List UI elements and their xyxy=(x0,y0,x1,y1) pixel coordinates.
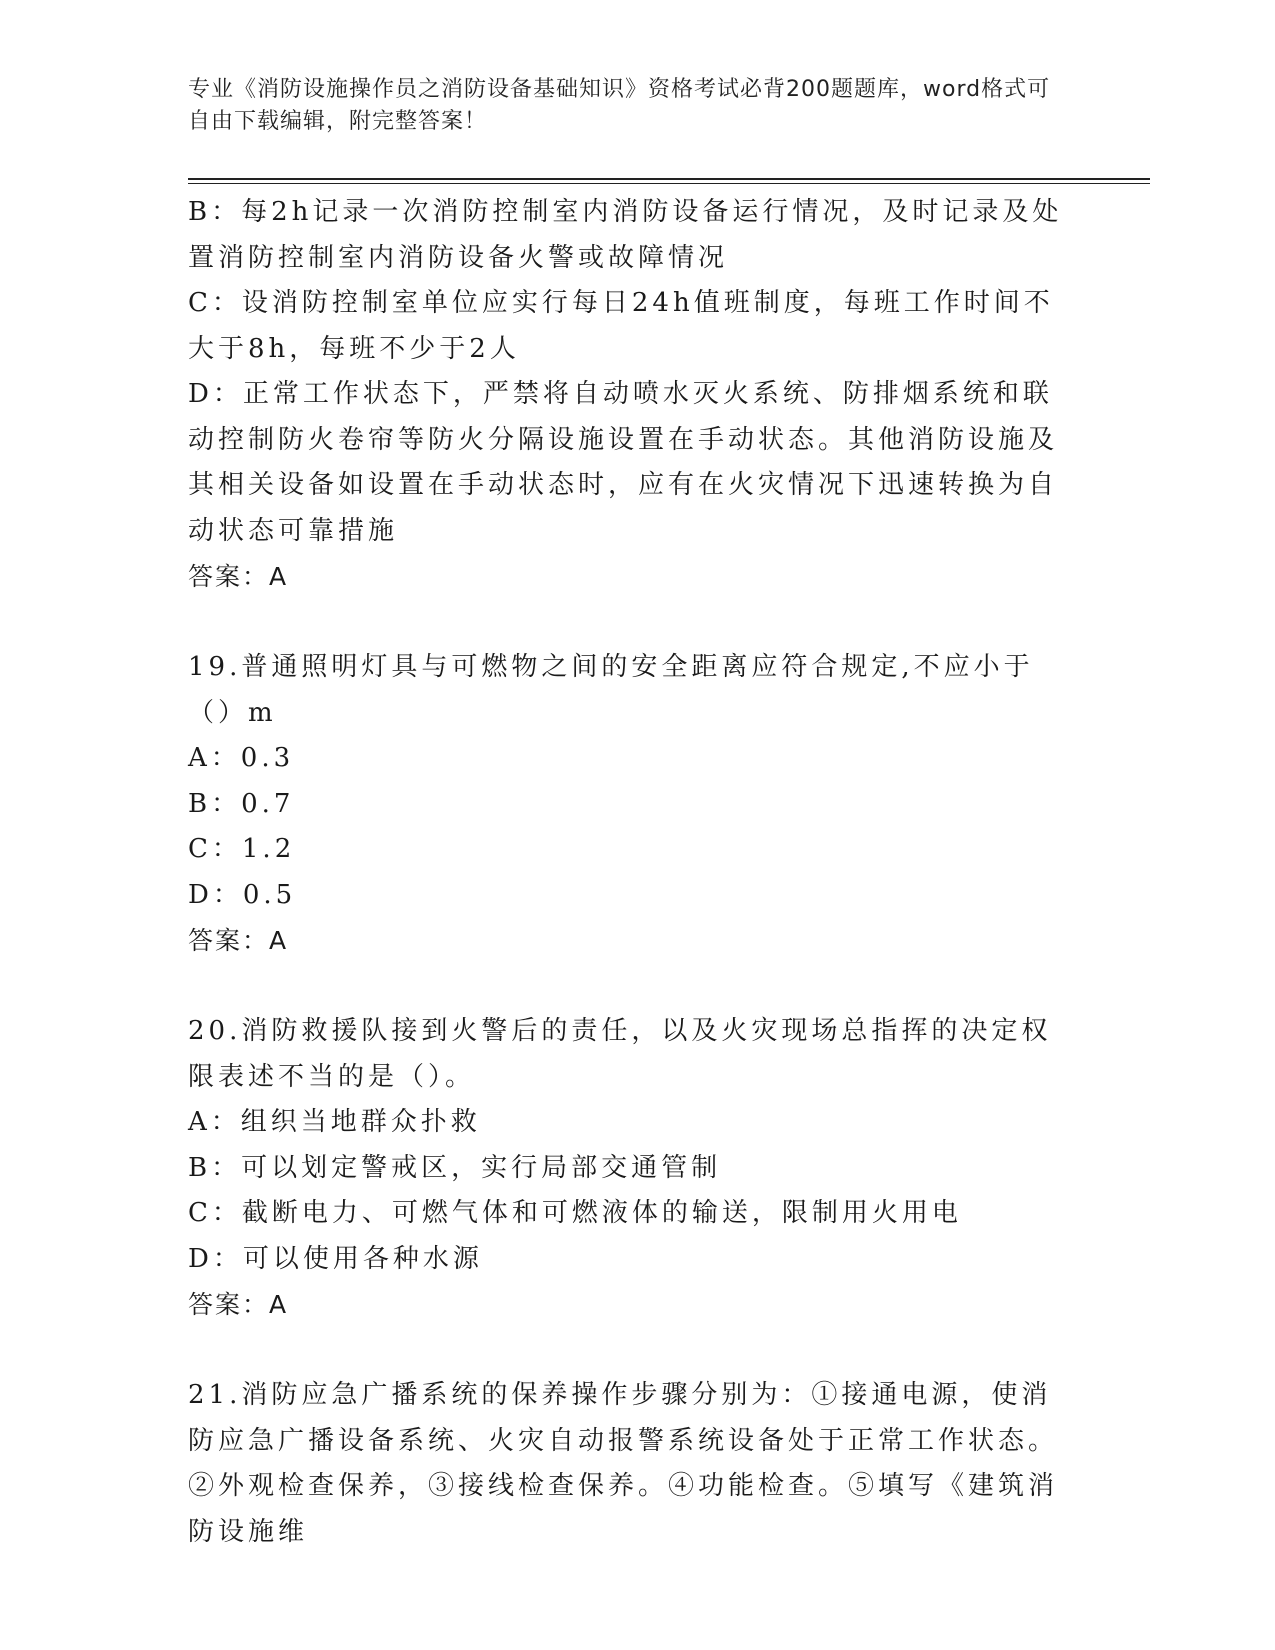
answer-label: 答案：A xyxy=(188,926,289,955)
question-20-block xyxy=(188,1009,1078,1328)
option-a: A：0.3 xyxy=(188,743,295,773)
option-b: B：0.7 xyxy=(188,788,295,819)
document-header: 专业《消防设施操作员之消防设备基础知识》资格考试必背200题题库，word格式可自由下载编辑，附完整答案！ xyxy=(188,77,1051,134)
header-divider-thick xyxy=(188,178,1150,180)
question-21-block xyxy=(188,1373,1078,1555)
question-content xyxy=(188,190,1078,1555)
option-d: D：0.5 xyxy=(188,879,297,910)
answer-label: 答案：A xyxy=(188,562,289,591)
option-c: C：设消防控制室单位应实行每日24h值班制度，每班工作时间不大于8h，每班不少于2人 xyxy=(188,288,1054,364)
answer-label: 答案：A xyxy=(188,1290,289,1319)
question-stem: 20.消防救援队接到火警后的责任，以及火灾现场总指挥的决定权限表述不当的是（）。 xyxy=(188,1016,1052,1092)
option-c: C：1.2 xyxy=(188,834,296,864)
option-c: C：截断电力、可燃气体和可燃液体的输送，限制用火用电 xyxy=(188,1198,962,1228)
question-stem: 19.普通照明灯具与可燃物之间的安全距离应符合规定,不应小于（）m xyxy=(188,652,1034,728)
question-19-block xyxy=(188,645,1078,964)
prev-question-block xyxy=(188,190,1078,600)
option-d: D：可以使用各种水源 xyxy=(188,1243,483,1274)
option-a: A：组织当地群众扑救 xyxy=(188,1107,481,1137)
question-stem: 21.消防应急广播系统的保养操作步骤分别为：①接通电源，使消防应急广播设备系统、火灾自动报警系统设备处于正常工作状态。②外观检查保养，③接线检查保养。④功能检查。⑤填写《建筑消防设施维 xyxy=(188,1380,1059,1547)
spacer xyxy=(188,600,1078,646)
header-divider-thin xyxy=(188,183,1150,184)
option-b: B：每2h记录一次消防控制室内消防设备运行情况，及时记录及处置消防控制室内消防设备火警或故障情况 xyxy=(188,197,1063,273)
spacer xyxy=(188,964,1078,1010)
spacer xyxy=(188,1328,1078,1374)
option-b: B：可以划定警戒区，实行局部交通管制 xyxy=(188,1152,722,1183)
option-d: D：正常工作状态下，严禁将自动喷水灭火系统、防排烟系统和联动控制防火卷帘等防火分隔设施设置在手动状态。其他消防设施及其相关设备如设置在手动状态时，应有在火灾情况下迅速转换为自动状态可靠措施 xyxy=(188,379,1059,546)
